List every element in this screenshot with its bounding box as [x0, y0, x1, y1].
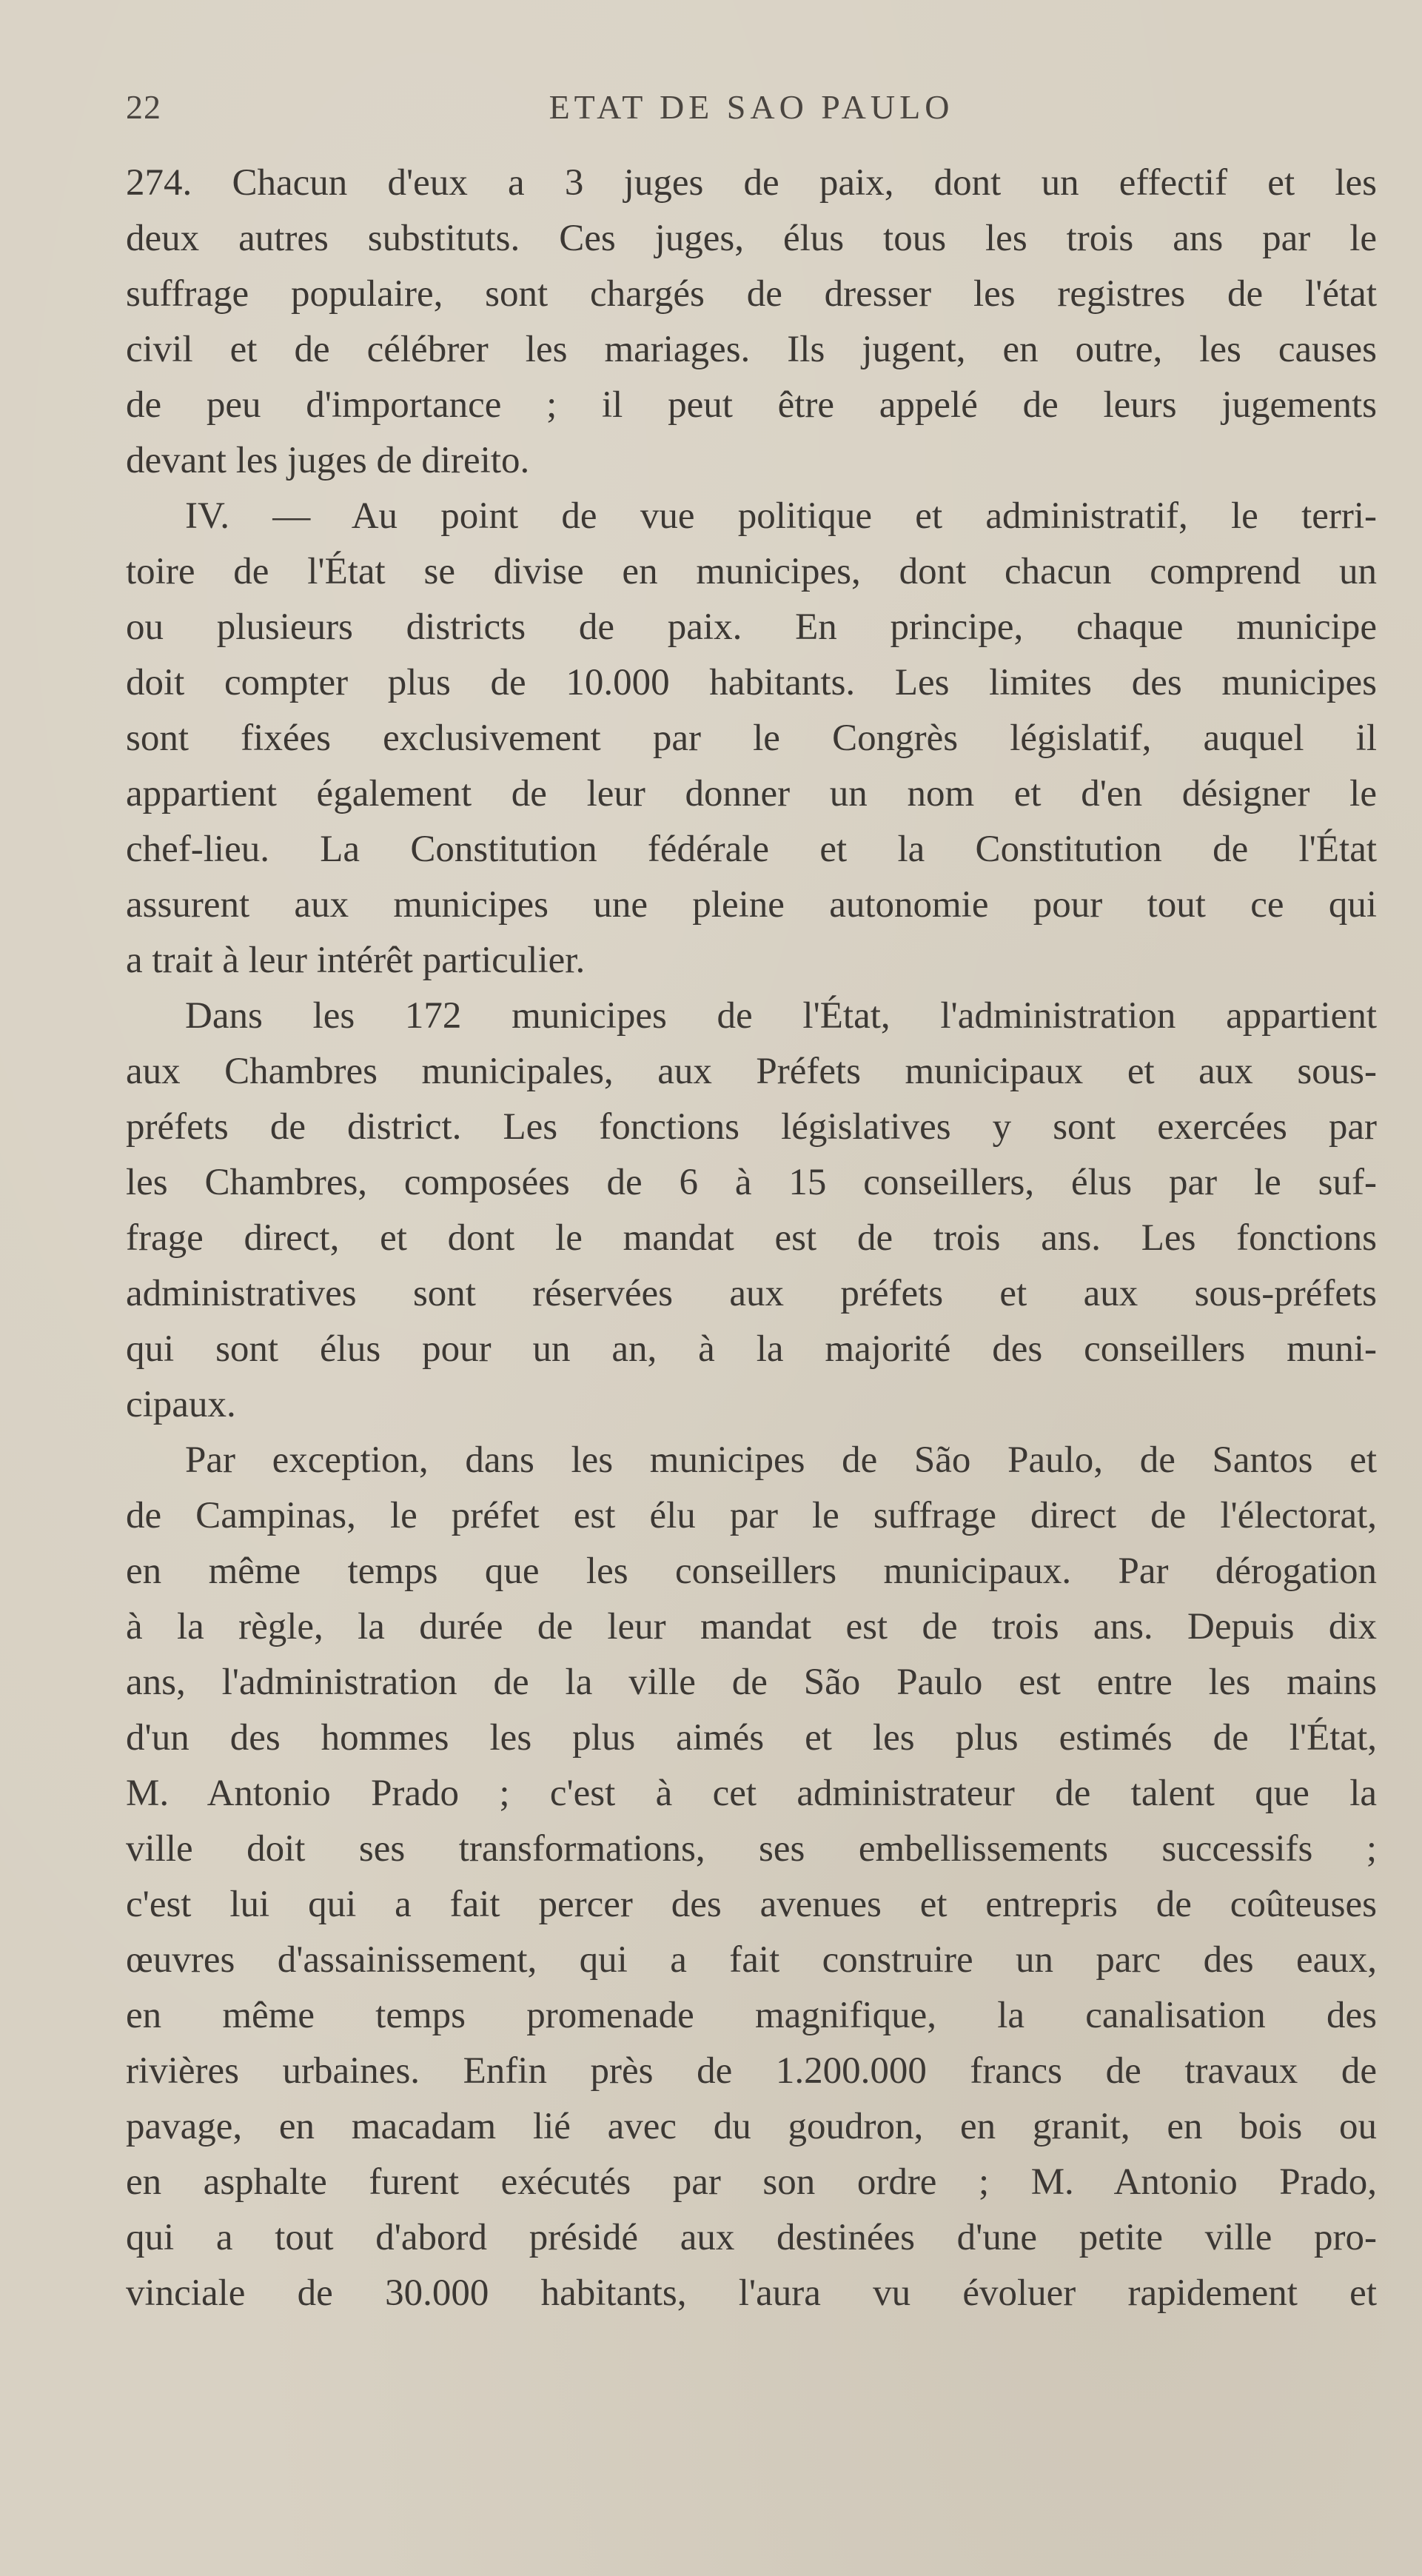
text-line: les Chambres, composées de 6 à 15 conseillers, élus par le suf-: [126, 1162, 1377, 1203]
text-line: pavage, en macadam lié avec du goudron, en granit, en bois ou: [126, 2106, 1377, 2147]
running-head: ETAT DE SAO PAULO: [549, 88, 954, 126]
text-line: qui a tout d'abord présidé aux destinées d'une petite ville pro-: [126, 2217, 1377, 2258]
text-line: de Campinas, le préfet est élu par le suffrage direct de l'électorat,: [126, 1495, 1377, 1536]
text-line: vinciale de 30.000 habitants, l'aura vu évoluer rapidement et: [126, 2272, 1377, 2314]
text-line: sont fixées exclusivement par le Congrès législatif, auquel il: [126, 717, 1377, 759]
text-line: aux Chambres municipales, aux Préfets municipaux et aux sous-: [126, 1051, 1377, 1092]
text-line: administratives sont réservées aux préfets et aux sous-préfets: [126, 1273, 1377, 1314]
text-line: cipaux.: [126, 1384, 236, 1425]
text-line: assurent aux municipes une pleine autonomie pour tout ce qui: [126, 884, 1377, 926]
body-text: [126, 155, 1377, 2321]
text-line: de peu d'importance ; il peut être appelé de leurs jugements: [126, 384, 1377, 426]
text-line: à la règle, la durée de leur mandat est de trois ans. Depuis dix: [126, 1606, 1377, 1647]
text-line: ans, l'administration de la ville de São Paulo est entre les mains: [126, 1662, 1377, 1703]
text-line: d'un des hommes les plus aimés et les plus estimés de l'État,: [126, 1717, 1377, 1759]
text-line: deux autres substituts. Ces juges, élus tous les trois ans par le: [126, 218, 1377, 259]
text-line: en même temps que les conseillers municipaux. Par dérogation: [126, 1550, 1377, 1592]
text-line: appartient également de leur donner un nom et d'en désigner le: [126, 773, 1377, 814]
text-line: doit compter plus de 10.000 habitants. Les limites des municipes: [126, 662, 1377, 703]
text-line: qui sont élus pour un an, à la majorité des conseillers muni-: [126, 1328, 1377, 1370]
text-line: IV. — Au point de vue politique et administratif, le terri-: [185, 495, 1377, 537]
text-line: préfets de district. Les fonctions législatives y sont exercées par: [126, 1106, 1377, 1148]
text-line: Dans les 172 municipes de l'État, l'administration appartient: [185, 995, 1377, 1037]
text-line: rivières urbaines. Enfin près de 1.200.000 francs de travaux de: [126, 2050, 1377, 2092]
text-line: œuvres d'assainissement, qui a fait construire un parc des eaux,: [126, 1939, 1377, 1981]
text-line: suffrage populaire, sont chargés de dresser les registres de l'état: [126, 273, 1377, 315]
text-line: M. Antonio Prado ; c'est à cet administrateur de talent que la: [126, 1773, 1377, 1814]
text-line: en même temps promenade magnifique, la canalisation des: [126, 1995, 1377, 2036]
page-number: 22: [126, 88, 161, 126]
text-line: devant les juges de direito.: [126, 440, 530, 481]
text-line: ou plusieurs districts de paix. En principe, chaque municipe: [126, 606, 1377, 648]
text-line: ville doit ses transformations, ses embellissements successifs ;: [126, 1828, 1377, 1870]
text-line: civil et de célébrer les mariages. Ils jugent, en outre, les causes: [126, 329, 1377, 370]
text-line: toire de l'État se divise en municipes, dont chacun comprend un: [126, 551, 1377, 592]
page-header: [126, 87, 1377, 139]
text-line: 274. Chacun d'eux a 3 juges de paix, dont un effectif et les: [126, 162, 1377, 204]
text-line: frage direct, et dont le mandat est de trois ans. Les fonctions: [126, 1217, 1377, 1259]
text-line: Par exception, dans les municipes de São Paulo, de Santos et: [185, 1439, 1377, 1481]
text-line: en asphalte furent exécutés par son ordre ; M. Antonio Prado,: [126, 2161, 1377, 2203]
text-line: a trait à leur intérêt particulier.: [126, 940, 586, 981]
text-line: chef-lieu. La Constitution fédérale et la Constitution de l'État: [126, 829, 1377, 870]
text-line: c'est lui qui a fait percer des avenues et entrepris de coûteuses: [126, 1884, 1377, 1925]
